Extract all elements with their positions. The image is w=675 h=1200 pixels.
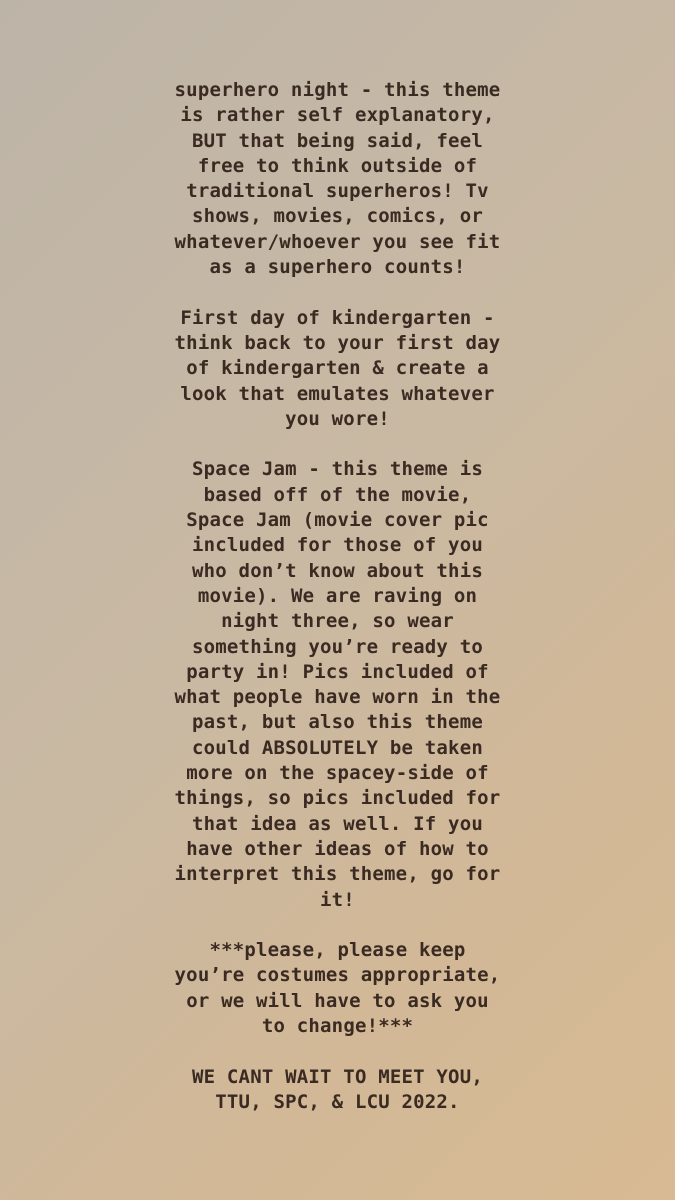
text-line: past, but also this theme bbox=[192, 711, 483, 734]
text-line: is rather self explanatory, bbox=[180, 104, 495, 127]
text-line: night three, so wear bbox=[221, 610, 454, 633]
text-line: have other ideas of how to bbox=[186, 837, 489, 860]
story-text-overlay bbox=[60, 78, 615, 1140]
text-line: interpret this theme, go for bbox=[174, 863, 501, 886]
text-line: WE CANT WAIT TO MEET YOU, bbox=[192, 1065, 483, 1088]
costume-warning-paragraph bbox=[60, 938, 615, 1039]
text-line: TTU, SPC, & LCU 2022. bbox=[215, 1090, 460, 1113]
text-line: that idea as well. If you bbox=[192, 812, 483, 835]
text-line: party in! Pics included of bbox=[186, 660, 489, 683]
text-line: whatever/whoever you see fit bbox=[174, 230, 501, 253]
kindergarten-paragraph bbox=[60, 306, 615, 432]
text-line: ***please, please keep bbox=[209, 939, 466, 962]
text-line: superhero night - this theme bbox=[174, 79, 501, 101]
text-line: more on the spacey-side of bbox=[186, 762, 489, 785]
text-line: or we will have to ask you bbox=[186, 989, 489, 1012]
text-line: based off of the movie, bbox=[203, 483, 472, 506]
text-line: BUT that being said, feel bbox=[192, 129, 483, 152]
text-line: as a superhero counts! bbox=[209, 256, 466, 279]
text-line: things, so pics included for bbox=[174, 787, 501, 810]
text-line: Space Jam (movie cover pic bbox=[186, 509, 489, 532]
text-line: Space Jam - this theme is bbox=[192, 458, 483, 481]
text-line: think back to your first day bbox=[174, 331, 501, 354]
superhero-night-paragraph bbox=[60, 78, 615, 280]
space-jam-paragraph bbox=[60, 457, 615, 912]
text-line: First day of kindergarten - bbox=[180, 306, 495, 329]
closing-paragraph bbox=[60, 1065, 615, 1116]
text-line: who don’t know about this bbox=[192, 559, 483, 582]
text-line: movie). We are raving on bbox=[197, 584, 478, 607]
text-line: free to think outside of bbox=[197, 154, 478, 177]
text-line: included for those of you bbox=[192, 534, 483, 557]
text-line: look that emulates whatever bbox=[180, 382, 495, 405]
text-line: shows, movies, comics, or bbox=[192, 205, 483, 228]
text-line: to change!*** bbox=[261, 1014, 414, 1037]
text-line: what people have worn in the bbox=[174, 686, 501, 709]
text-line: it! bbox=[320, 888, 355, 911]
text-line: something you’re ready to bbox=[192, 635, 483, 658]
text-line: traditional superheros! Tv bbox=[186, 180, 489, 203]
text-line: of kindergarten & create a bbox=[186, 357, 489, 380]
text-line: you wore! bbox=[285, 407, 390, 430]
text-line: you’re costumes appropriate, bbox=[174, 964, 501, 987]
text-line: could ABSOLUTELY be taken bbox=[192, 736, 483, 759]
